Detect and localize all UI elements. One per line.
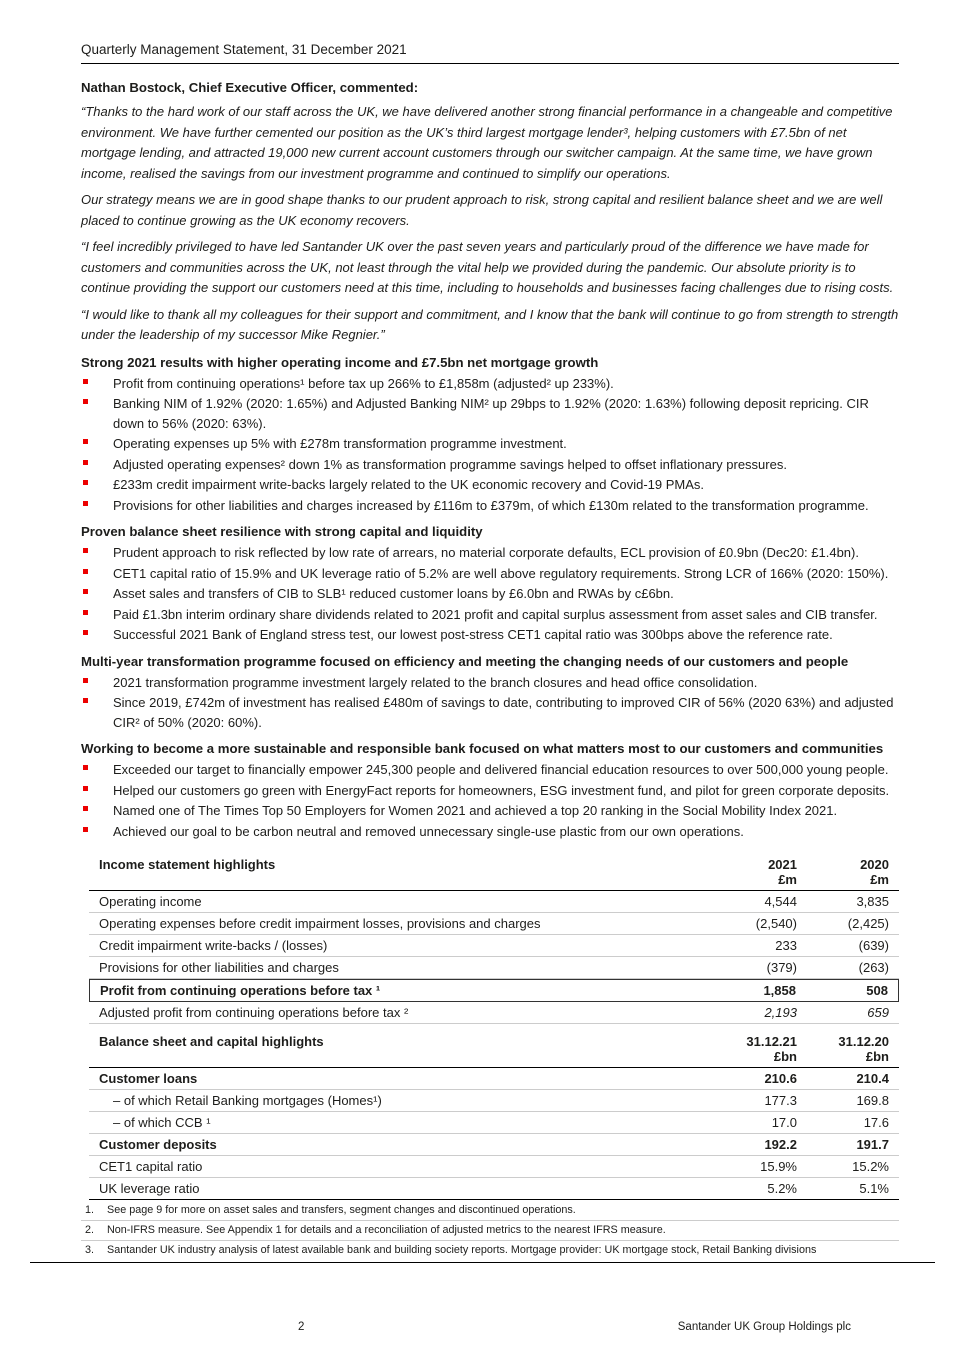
value-2020: (639) [858,938,889,953]
table-row-customer-deposits [89,1134,899,1156]
value-2021: 210.6 [764,1071,797,1086]
bullet-item [81,801,899,821]
row-label: Customer loans [99,1071,198,1086]
section-heading: Working to become a more sustainable and responsible bank focused on what matters most to our customers and communities [81,741,884,756]
page-footer [0,1317,965,1333]
bullet-square-icon [83,765,88,770]
value-2021: (379) [766,960,797,975]
section-balance-sheet-resilience [81,524,899,645]
column-header-31-12-21: 31.12.21 [746,1034,797,1049]
bullet-text: Operating expenses up 5% with £278m transformation programme investment. [113,436,567,451]
bullet-item [81,496,899,516]
table-row [89,957,899,979]
bullet-text: Since 2019, £742m of investment has realised £480m of savings to date, contributing to improved CIR of 56% (2020 63%) and adjusted CIR² of 50% (2020: 60%). [113,695,894,730]
bullet-item [81,394,899,433]
value-2020: 210.4 [856,1071,889,1086]
income-table-title: Income statement highlights [99,857,276,872]
unit-label: £m [778,872,797,887]
bottom-rule [30,1262,935,1263]
value-2020: 3,835 [856,894,889,909]
bullet-text: Named one of The Times Top 50 Employers for Women 2021 and achieved a top 20 ranking in the Social Mobility Index 2021. [113,803,838,818]
unit-label: £bn [773,1049,797,1064]
value-2021: 4,544 [764,894,797,909]
value-2020: (2,425) [847,916,889,931]
bullet-square-icon [83,439,88,444]
bullet-text: CET1 capital ratio of 15.9% and UK leverage ratio of 5.2% are well above regulatory requirements. Strong LCR of 166% (2020: 150%). [113,565,889,581]
footnote-number: 1. [85,1204,95,1216]
table-row-profit-before-tax [89,979,899,1002]
value-2020: 17.6 [863,1115,889,1130]
bullet-text: Exceeded our target to financially empower 245,300 people and delivered financial education resources to over 500,000 young people. [113,762,889,777]
section-heading: Proven balance sheet resilience with strong capital and liquidity [81,524,483,539]
bullet-square-icon [83,827,88,832]
table-row [89,1178,899,1200]
bullet-square-icon [83,610,88,615]
bullet-item [81,434,899,454]
value-2021: 1,858 [763,983,796,998]
value-2021: 177.3 [764,1093,797,1108]
row-label: – of which CCB ¹ [113,1115,211,1130]
section-sustainability [81,741,899,841]
bullet-text: Paid £1.3bn interim ordinary share dividends related to 2021 profit and capital surplus assessment from asset sales and CIB transfer. [113,606,878,622]
balance-table-header-row [89,1030,899,1049]
bullet-item [81,455,899,475]
table-row [89,935,899,957]
row-label: – of which Retail Banking mortgages (Homes¹) [113,1093,382,1108]
bullet-text: Achieved our goal to be carbon neutral and removed unnecessary single-use plastic from our own operations. [113,823,744,839]
value-2021: 17.0 [771,1115,797,1130]
bullet-item [81,543,899,563]
value-2021: 192.2 [764,1137,797,1152]
table-row [89,1112,899,1134]
ceo-heading: Nathan Bostock, Chief Executive Officer, commented: [81,80,419,95]
footnote [81,1201,899,1221]
row-label: CET1 capital ratio [99,1159,203,1174]
column-header-2021: 2021 [768,857,797,872]
ceo-paragraph: “I feel incredibly privileged to have led Santander UK over the past seven years and particularly proud of the difference we have made for customers and communities across the UK, not least through the vital help we provided during the pandemic. Our absolute priority is to continue providing the support our customers need at this time, including to households and businesses facing challenges due to rising costs. [81,239,894,295]
bullet-square-icon [83,501,88,506]
ceo-paragraph: “I would like to thank all my colleagues for their support and commitment, and I know that the bank will continue to go from strength to strength under the leadership of my successor Mike Regnier.” [81,306,899,342]
balance-table-title: Balance sheet and capital highlights [99,1034,324,1049]
bullet-square-icon [83,460,88,465]
bullet-square-icon [83,806,88,811]
bullet-text: 2021 transformation programme investment largely related to the branch closures and head office consolidation. [113,674,758,690]
row-label: Operating expenses before credit impairment losses, provisions and charges [99,916,541,931]
row-label: Profit from continuing operations before tax ¹ [100,983,381,998]
row-label: Customer deposits [99,1137,217,1152]
unit-label: £m [870,872,889,887]
income-table-units-row [89,872,899,891]
footnote-text: See page 9 for more on asset sales and transfers, segment changes and discontinued operations. [107,1204,576,1216]
bullet-square-icon [83,589,88,594]
balance-table-units-row [89,1049,899,1068]
footnote-number: 3. [85,1244,95,1256]
value-2021: 5.2% [767,1181,797,1196]
bullet-text: Successful 2021 Bank of England stress test, our lowest post-stress CET1 capital ratio was 300bps above the reference rate. [113,627,833,642]
value-2021: (2,540) [755,916,797,931]
value-2020: 508 [866,983,888,998]
bullet-item [81,605,899,625]
row-label: Provisions for other liabilities and charges [99,960,339,975]
bullet-text: Asset sales and transfers of CIB to SLB¹ reduced customer loans by £6.0bn and RWAs by c£6bn. [113,586,674,601]
table-row-customer-loans [89,1068,899,1090]
ceo-paragraph: “Thanks to the hard work of our staff across the UK, we have delivered another strong financial performance in a changeable and competitive environment. We have further cemented our position as the UK’s third largest mortgage lender³, helping customers with £7.5bn of net mortgage lending, and attracted 19,000 new current account customers through our switcher campaign. At the same time, we have grown income, realised the savings from our investment programme and continued to simplify our operations. [81,104,893,181]
table-row [89,1090,899,1112]
section-heading: Multi-year transformation programme focused on efficiency and meeting the changing needs of our customers and people [81,653,849,669]
bullet-square-icon [83,698,88,703]
table-row [89,891,899,913]
bullet-square-icon [83,480,88,485]
footnote [81,1241,899,1260]
bullet-square-icon [83,678,88,683]
table-row [89,913,899,935]
value-2020: 191.7 [856,1137,889,1152]
bullet-square-icon [83,548,88,553]
bullet-item [81,625,899,645]
bullet-item [81,564,899,584]
value-2020: 659 [867,1005,889,1020]
value-2021: 233 [775,938,797,953]
ceo-commentary-section [81,80,899,346]
bullet-item [81,822,899,842]
financial-highlights-table [89,853,899,1200]
bullet-text: Helped our customers go green with EnergyFact reports for homeowners, ESG investment fund, and pilot for green corporate deposits. [113,782,890,798]
bullet-item [81,693,899,732]
bullet-text: Provisions for other liabilities and charges increased by £116m to £379m, of which £130m related to the transformation programme. [113,497,869,513]
bullet-square-icon [83,379,88,384]
value-2020: (263) [858,960,889,975]
bullet-square-icon [83,786,88,791]
ceo-paragraph: Our strategy means we are in good shape thanks to our prudent approach to risk, strong capital and resilient balance sheet and we are well placed to continue growing as the UK economy recovers. [81,192,883,228]
bullet-item [81,374,899,394]
unit-label: £bn [865,1049,889,1064]
row-label: Adjusted profit from continuing operations before tax ² [99,1005,409,1020]
footnote-text: Non-IFRS measure. See Appendix 1 for details and a reconciliation of adjusted metrics to the nearest IFRS measure. [107,1224,666,1236]
bullet-item [81,760,899,780]
table-row [89,1156,899,1178]
bullet-item [81,781,899,801]
row-label: Credit impairment write-backs / (losses) [99,938,328,953]
bullet-text: Prudent approach to risk reflected by low rate of arrears, no material corporate defaults, ECL provision of £0.9bn (Dec20: £1.4bn). [113,545,859,560]
value-2021: 15.9% [760,1159,797,1174]
section-transformation-programme [81,654,899,733]
footnote-number: 2. [85,1224,95,1236]
bullet-item [81,673,899,693]
bullet-text: Profit from continuing operations¹ before tax up 266% to £1,858m (adjusted² up 233%). [113,375,614,391]
bullet-text: Banking NIM of 1.92% (2020: 1.65%) and Adjusted Banking NIM² up 29bps to 1.92% (2020: 1.63%) following deposit repricing. CIR down to 56% (2020: 63%). [113,396,869,431]
section-results-highlights [81,355,899,516]
table-row-adjusted-profit [89,1002,899,1024]
footnotes [81,1201,899,1263]
footnote-text: Santander UK industry analysis of latest available bank and building society reports. Mortgage provider: UK mortgage stock, Retail Banking divisions [107,1244,817,1256]
row-label: Operating income [99,894,202,909]
doc-header-title: Quarterly Management Statement, 31 December 2021 [81,42,899,64]
value-2020: 169.8 [856,1093,889,1108]
bullet-text: £233m credit impairment write-backs largely related to the UK economic recovery and Covid-19 PMAs. [113,477,705,492]
section-heading: Strong 2021 results with higher operating income and £7.5bn net mortgage growth [81,354,599,370]
footnote [81,1221,899,1241]
page-number: 2 [298,1321,305,1333]
row-label: UK leverage ratio [99,1181,200,1196]
company-name: Santander UK Group Holdings plc [677,1321,851,1333]
bullet-item [81,584,899,604]
bullet-text: Adjusted operating expenses² down 1% as transformation programme savings helped to offset inflationary pressures. [113,456,787,472]
value-2020: 5.1% [859,1181,889,1196]
value-2020: 15.2% [852,1159,889,1174]
bullet-square-icon [83,399,88,404]
bullet-item [81,475,899,495]
bullet-square-icon [83,569,88,574]
bullet-square-icon [83,630,88,635]
column-header-31-12-20: 31.12.20 [838,1034,889,1049]
value-2021: 2,193 [764,1005,797,1020]
income-table-header-row [89,853,899,872]
column-header-2020: 2020 [860,857,889,872]
